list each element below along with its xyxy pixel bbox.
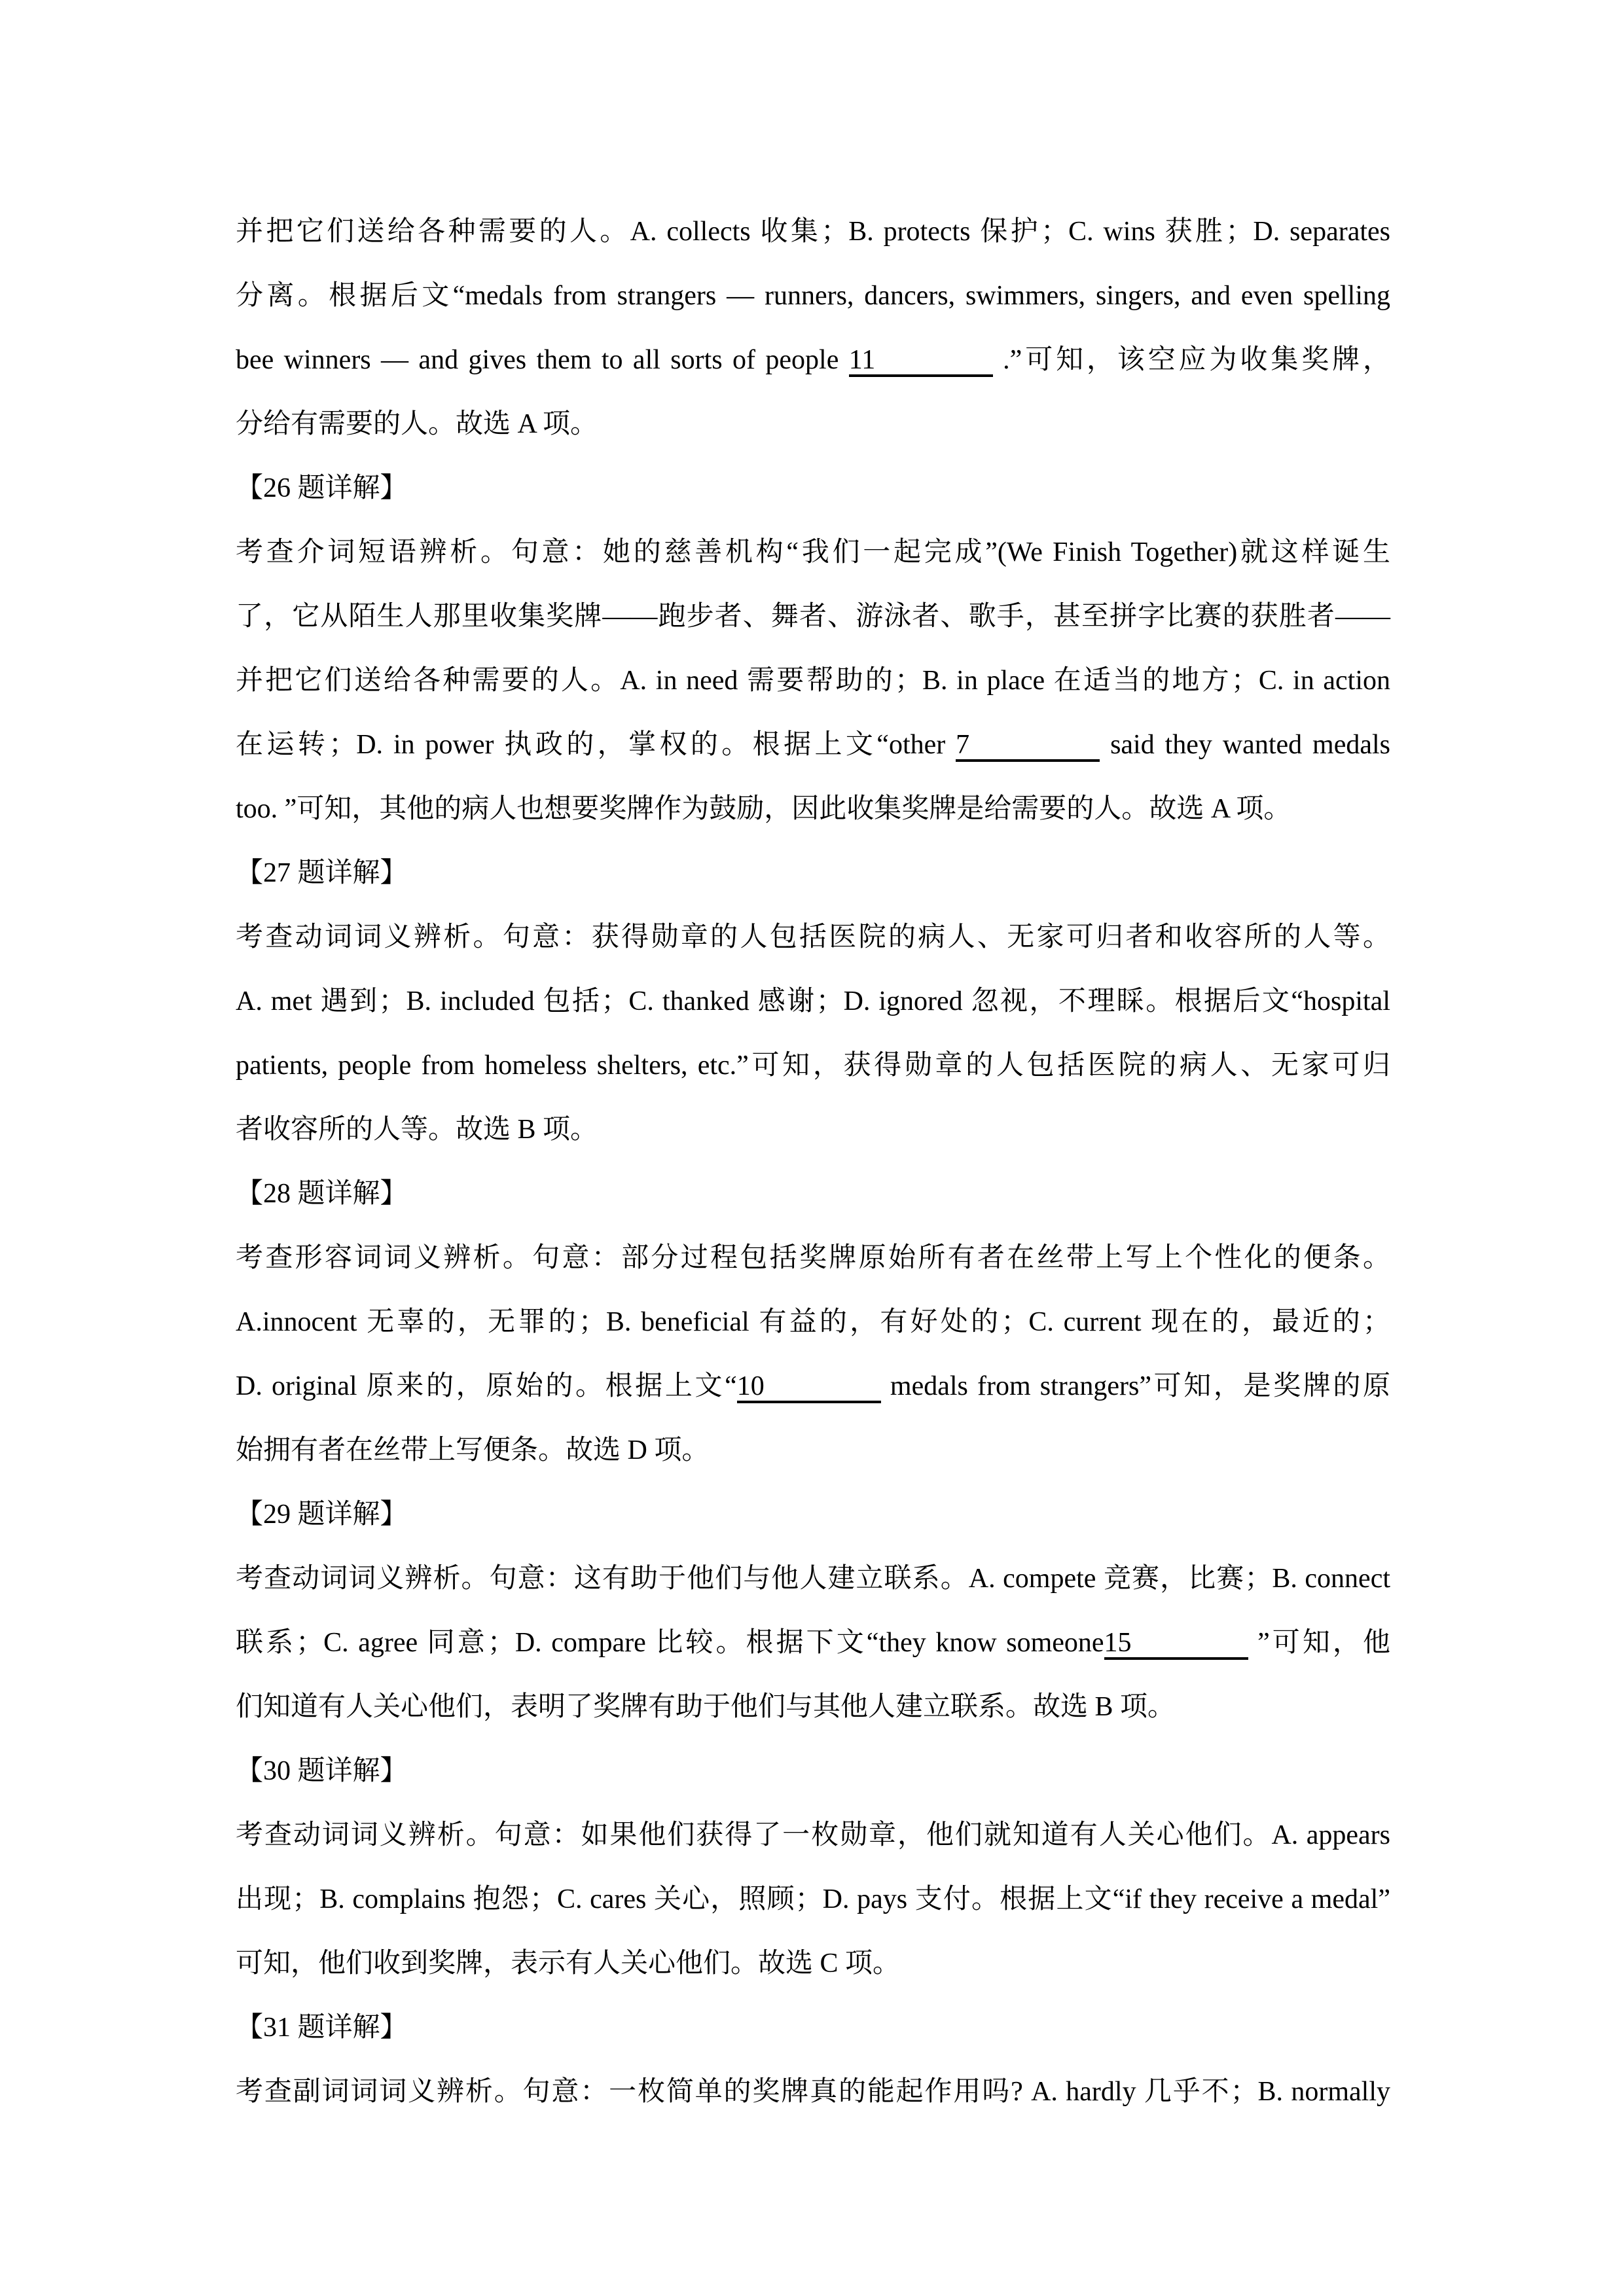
- text-line: 们知道有人关心他们，表明了奖牌有助于他们与其他人建立联系。故选 B 项。: [236, 1692, 1176, 1722]
- text-line: 考查副词词词义辨析。句意：一枚简单的奖牌真的能起作用吗? A. hardly 几乎不；B. normally: [236, 2077, 1390, 2107]
- text-line: 联系；C. agree 同意；D. compare 比较。根据下文“they know someone15 ”可知，他: [236, 1611, 1390, 1675]
- text-line: 考查形容词词义辨析。句意：部分过程包括奖牌原始所有者在丝带上写上个性化的便条。: [236, 1243, 1390, 1273]
- text-line: patients, people from homeless shelters, etc.”可知，获得勋章的人包括医院的病人、无家可归: [236, 1050, 1390, 1081]
- answer-blank: 11: [849, 346, 993, 377]
- text-line: A.innocent 无辜的，无罪的；B. beneficial 有益的，有好处的；C. current 现在的，最近的；: [236, 1307, 1390, 1337]
- text-line: 考查动词词义辨析。句意：这有助于他们与他人建立联系。A. compete 竞赛，比赛；B. connect: [236, 1564, 1391, 1594]
- text-line: 始拥有者在丝带上写便条。故选 D 项。: [236, 1435, 710, 1465]
- text-line: 可知，他们收到奖牌，表示有人关心他们。故选 C 项。: [236, 1948, 901, 1979]
- question-heading: 【29 题详解】: [236, 1499, 408, 1530]
- question-heading: 【30 题详解】: [236, 1756, 408, 1786]
- text-line: 出现；B. complains 抱怨；C. cares 关心，照顾；D. pays 支付。根据上文“if they receive a medal”: [236, 1884, 1390, 1914]
- text-line: 分离。根据后文“medals from strangers — runners, dancers, swimmers, singers, and even spelling: [236, 281, 1390, 311]
- text-line: too. ”可知，其他的病人也想要奖牌作为鼓励，因此收集奖牌是给需要的人。故选 A 项。: [236, 794, 1291, 824]
- question-heading: 【27 题详解】: [236, 858, 408, 888]
- question-heading: 【31 题详解】: [236, 2013, 408, 2043]
- document-content: [236, 200, 1390, 2124]
- text-line: D. original 原来的，原始的。根据上文“10 medals from strangers”可知，是奖牌的原: [236, 1354, 1390, 1418]
- text-line: 了，它从陌生人那里收集奖牌——跑步者、舞者、游泳者、歌手，甚至拼字比赛的获胜者——: [236, 601, 1390, 632]
- answer-blank: 7: [956, 730, 1100, 762]
- text-line: A. met 遇到；B. included 包括；C. thanked 感谢；D. ignored 忽视，不理睬。根据后文“hospital: [236, 986, 1390, 1016]
- text-line: 考查动词词义辨析。句意：获得勋章的人包括医院的病人、无家可归者和收容所的人等。: [236, 922, 1390, 952]
- text-line: 在运转；D. in power 执政的，掌权的。根据上文“other 7 said they wanted medals: [236, 713, 1390, 777]
- text-line: 考查介词短语辨析。句意：她的慈善机构“我们一起完成”(We Finish Together)就这样诞生: [236, 537, 1390, 567]
- text-line: 并把它们送给各种需要的人。A. in need 需要帮助的；B. in place 在适当的地方；C. in action: [236, 666, 1390, 696]
- text-line: 者收容所的人等。故选 B 项。: [236, 1115, 598, 1145]
- text-line: 并把它们送给各种需要的人。A. collects 收集；B. protects 保护；C. wins 获胜；D. separates: [236, 217, 1390, 247]
- text-line: 考查动词词义辨析。句意：如果他们获得了一枚勋章，他们就知道有人关心他们。A. appears: [236, 1820, 1390, 1850]
- text-line: 分给有需要的人。故选 A 项。: [236, 409, 598, 439]
- question-heading: 【26 题详解】: [236, 473, 408, 503]
- answer-blank: 10: [737, 1372, 881, 1403]
- text-line: bee winners — and gives them to all sorts of people 11 .”可知，该空应为收集奖牌，: [236, 328, 1390, 392]
- question-heading: 【28 题详解】: [236, 1179, 408, 1209]
- answer-blank: 15: [1104, 1628, 1248, 1660]
